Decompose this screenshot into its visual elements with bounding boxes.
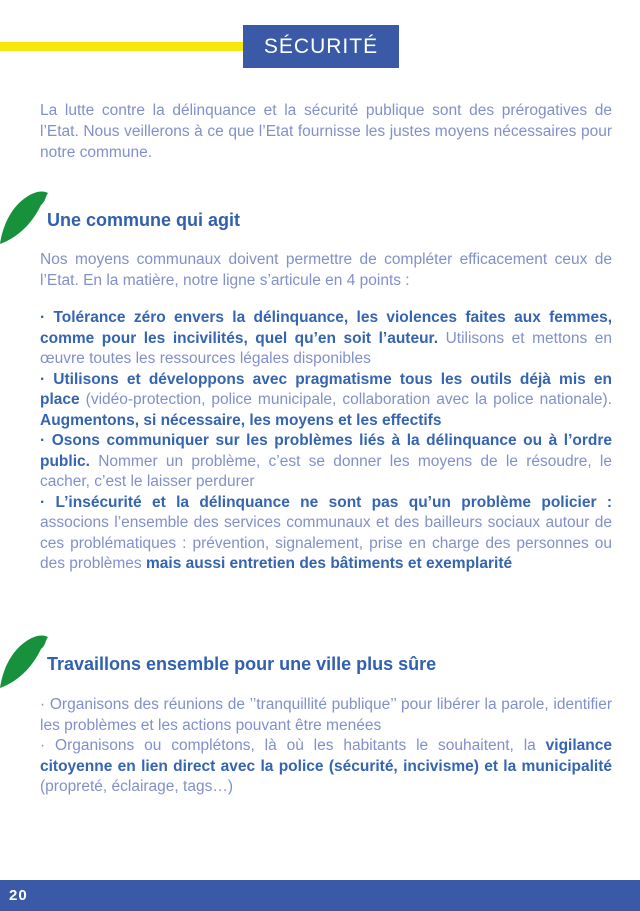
- bullet-item: · Tolérance zéro envers la délinquance, les violences faites aux femmes, comme pour les incivilités, quel qu’en soit l’auteur. Utilisons et mettons en œuvre toutes les ressources légales disponibles: [40, 309, 612, 367]
- bullet-item: · L’insécurité et la délinquance ne sont pas qu’un problème policier : associons l’ensemble des services communaux et des bailleurs sociaux autour de ces problématiques : prévention, signalement, prise en charge des personnes ou des problèmes mais aussi entretien des bâtiments et exemplarité: [40, 493, 612, 572]
- bullet-item: · Organisons des réunions de ’’tranquillité publique’’ pour libérer la parole, identifier les problèmes et les actions pouvant être menées: [40, 696, 612, 734]
- bullet-item: · Osons communiquer sur les problèmes liés à la délinquance ou à l’ordre public. Nommer un problème, c’est se donner les moyens de le résoudre, le cacher, c’est le laisser perdurer: [40, 432, 612, 490]
- intro-paragraph: La lutte contre la délinquance et la sécurité publique sont des prérogatives de l’Etat. Nous veillerons à ce que l’Etat fournisse les justes moyens nécessaires pour notre commune.: [40, 102, 612, 161]
- yellow-band: [0, 42, 245, 51]
- section-heading-ville-sure: Travaillons ensemble pour une ville plus sûre: [47, 654, 437, 674]
- leaf-icon: [0, 186, 48, 244]
- section-intro: Nos moyens communaux doivent permettre de compléter efficacement ceux de l’Etat. En la matière, notre ligne s’articule en 4 points :: [40, 251, 612, 289]
- footer-bar: [0, 880, 640, 911]
- bullet-list-ville-sure: [40, 695, 612, 798]
- page-title-box: [243, 25, 399, 68]
- bullet-item: · Organisons ou complétons, là où les habitants le souhaitent, la vigilance citoyenne en lien direct avec la police (sécurité, incivisme) et la municipalité (propreté, éclairage, tags…): [40, 737, 612, 795]
- bullet-list-commune: [40, 308, 612, 575]
- page-title: SÉCURITÉ: [263, 34, 379, 58]
- bullet-item: · Utilisons et développons avec pragmatisme tous les outils déjà mis en place (vidéo-protection, police municipale, collaboration avec la police nationale). Augmentons, si nécessaire, les moyens et les effectifs: [40, 370, 612, 429]
- section-heading-commune: Une commune qui agit: [47, 210, 241, 230]
- page-number: 20: [9, 887, 28, 904]
- leaf-icon: [0, 630, 48, 688]
